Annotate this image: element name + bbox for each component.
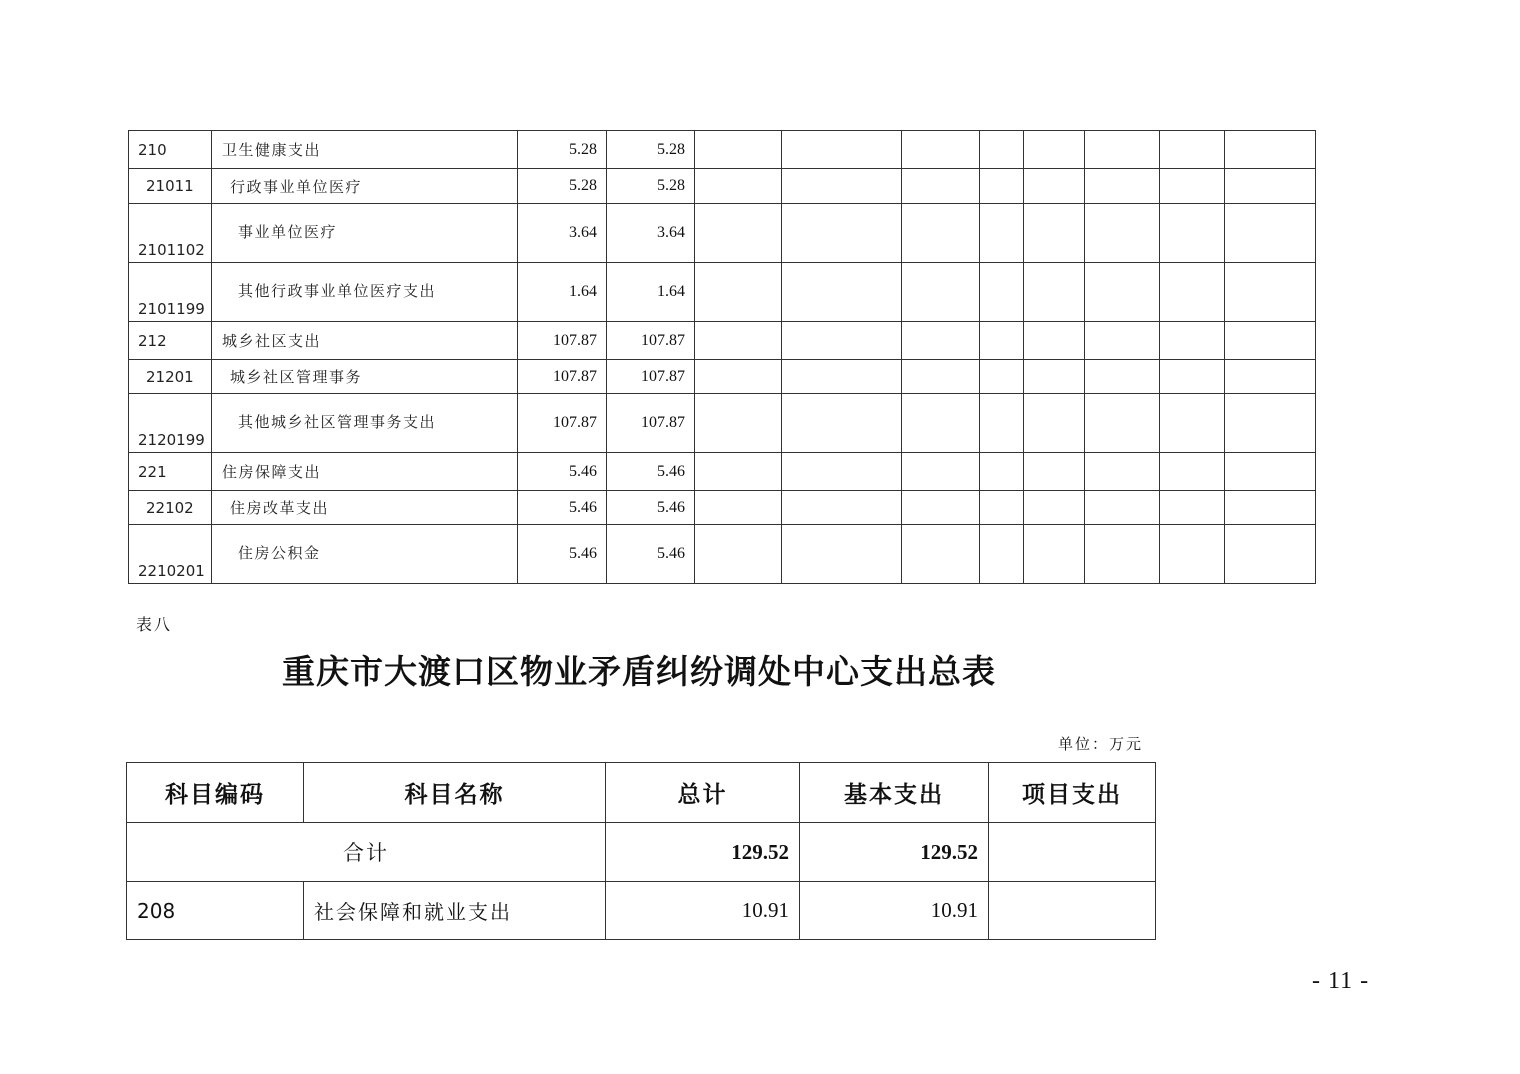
amount-cell: 5.46 [607, 525, 695, 584]
empty-cell [782, 360, 902, 394]
subject-name: 住房公积金 [212, 525, 518, 584]
table-row [129, 360, 1316, 394]
amount-cell: 5.46 [607, 491, 695, 525]
amount-cell: 107.87 [518, 360, 607, 394]
subject-code: 21201 [129, 360, 212, 394]
amount-cell: 3.64 [518, 204, 607, 263]
subject-code: 221 [129, 453, 212, 491]
table-row [129, 525, 1316, 584]
amount-cell: 1.64 [518, 263, 607, 322]
amount-cell: 1.64 [607, 263, 695, 322]
subject-name: 城乡社区管理事务 [212, 360, 518, 394]
amount-cell: 107.87 [518, 394, 607, 453]
empty-cell [1085, 525, 1160, 584]
empty-cell [1160, 491, 1225, 525]
empty-cell [902, 263, 980, 322]
empty-cell [1024, 169, 1085, 204]
empty-cell [1024, 453, 1085, 491]
subject-name: 社会保障和就业支出 [304, 882, 606, 940]
table-row [129, 263, 1316, 322]
page-number: - 11 - [1312, 968, 1370, 994]
empty-cell [1160, 360, 1225, 394]
total-amount: 129.52 [606, 823, 800, 882]
amount-cell: 5.46 [607, 453, 695, 491]
amount-cell: 107.87 [607, 322, 695, 360]
empty-cell [782, 169, 902, 204]
continued-expenditure-table [128, 130, 1316, 584]
empty-cell [1160, 525, 1225, 584]
table-row [129, 322, 1316, 360]
amount-cell: 107.87 [607, 394, 695, 453]
empty-cell [1225, 360, 1316, 394]
empty-cell [695, 394, 782, 453]
empty-cell [902, 131, 980, 169]
table-row [129, 491, 1316, 525]
empty-cell [1160, 204, 1225, 263]
empty-cell [902, 525, 980, 584]
empty-cell [782, 263, 902, 322]
column-header-name: 科目名称 [304, 763, 606, 823]
amount-cell: 107.87 [518, 322, 607, 360]
basic-amount: 129.52 [800, 823, 989, 882]
empty-cell [1085, 491, 1160, 525]
subject-name: 城乡社区支出 [212, 322, 518, 360]
empty-cell [980, 360, 1024, 394]
empty-cell [1225, 131, 1316, 169]
empty-cell [1085, 453, 1160, 491]
column-header-project: 项目支出 [989, 763, 1156, 823]
subject-code: 2101199 [129, 263, 212, 322]
empty-cell [1160, 322, 1225, 360]
empty-cell [980, 131, 1024, 169]
empty-cell [782, 131, 902, 169]
empty-cell [1085, 360, 1160, 394]
empty-cell [1085, 131, 1160, 169]
subject-name: 事业单位医疗 [212, 204, 518, 263]
empty-cell [1160, 394, 1225, 453]
page-title: 重庆市大渡口区物业矛盾纠纷调处中心支出总表 [282, 652, 996, 691]
subject-name: 住房保障支出 [212, 453, 518, 491]
table-row [127, 882, 1156, 940]
empty-cell [1085, 263, 1160, 322]
empty-cell [1085, 322, 1160, 360]
amount-cell: 5.28 [607, 131, 695, 169]
subject-name: 卫生健康支出 [212, 131, 518, 169]
amount-cell: 5.46 [518, 525, 607, 584]
subject-name: 其他行政事业单位医疗支出 [212, 263, 518, 322]
empty-cell [902, 394, 980, 453]
empty-cell [1225, 491, 1316, 525]
empty-cell [1225, 453, 1316, 491]
project-amount [989, 882, 1156, 940]
empty-cell [1024, 204, 1085, 263]
empty-cell [902, 204, 980, 263]
subject-code: 2210201 [129, 525, 212, 584]
empty-cell [1225, 169, 1316, 204]
empty-cell [695, 131, 782, 169]
empty-cell [980, 204, 1024, 263]
table-row [129, 394, 1316, 453]
subject-name: 住房改革支出 [212, 491, 518, 525]
empty-cell [782, 491, 902, 525]
table-row [129, 453, 1316, 491]
empty-cell [1160, 263, 1225, 322]
table-row [129, 204, 1316, 263]
subject-code: 208 [127, 882, 304, 940]
empty-cell [782, 204, 902, 263]
project-amount [989, 823, 1156, 882]
empty-cell [1024, 360, 1085, 394]
amount-cell: 5.46 [518, 453, 607, 491]
empty-cell [1085, 204, 1160, 263]
empty-cell [1225, 263, 1316, 322]
amount-cell: 5.28 [607, 169, 695, 204]
empty-cell [695, 322, 782, 360]
empty-cell [902, 169, 980, 204]
empty-cell [980, 491, 1024, 525]
empty-cell [1024, 322, 1085, 360]
empty-cell [1024, 394, 1085, 453]
empty-cell [1160, 131, 1225, 169]
empty-cell [1024, 131, 1085, 169]
empty-cell [695, 204, 782, 263]
empty-cell [1160, 169, 1225, 204]
subject-code: 2101102 [129, 204, 212, 263]
column-header-basic: 基本支出 [800, 763, 989, 823]
amount-cell: 5.28 [518, 169, 607, 204]
empty-cell [902, 360, 980, 394]
total-amount: 10.91 [606, 882, 800, 940]
empty-cell [1225, 525, 1316, 584]
empty-cell [980, 453, 1024, 491]
table-row [129, 169, 1316, 204]
empty-cell [782, 453, 902, 491]
empty-cell [1225, 322, 1316, 360]
subject-code: 212 [129, 322, 212, 360]
empty-cell [902, 491, 980, 525]
empty-cell [695, 453, 782, 491]
amount-cell: 107.87 [607, 360, 695, 394]
empty-cell [1024, 263, 1085, 322]
table-number-label: 表八 [136, 615, 173, 634]
column-header-code: 科目编码 [127, 763, 304, 823]
empty-cell [980, 322, 1024, 360]
empty-cell [1225, 394, 1316, 453]
empty-cell [695, 491, 782, 525]
total-row [127, 823, 1156, 882]
empty-cell [695, 263, 782, 322]
subject-code: 210 [129, 131, 212, 169]
empty-cell [1024, 491, 1085, 525]
table-row [129, 131, 1316, 169]
subject-name: 其他城乡社区管理事务支出 [212, 394, 518, 453]
empty-cell [1085, 169, 1160, 204]
empty-cell [695, 360, 782, 394]
empty-cell [980, 525, 1024, 584]
subject-code: 2120199 [129, 394, 212, 453]
empty-cell [695, 169, 782, 204]
empty-cell [695, 525, 782, 584]
empty-cell [902, 322, 980, 360]
amount-cell: 5.46 [518, 491, 607, 525]
empty-cell [1085, 394, 1160, 453]
total-label: 合计 [127, 823, 606, 882]
expenditure-summary-table [126, 762, 1156, 940]
table-header-row [127, 763, 1156, 823]
empty-cell [980, 394, 1024, 453]
empty-cell [1024, 525, 1085, 584]
empty-cell [902, 453, 980, 491]
subject-name: 行政事业单位医疗 [212, 169, 518, 204]
basic-amount: 10.91 [800, 882, 989, 940]
empty-cell [1225, 204, 1316, 263]
subject-code: 21011 [129, 169, 212, 204]
amount-cell: 5.28 [518, 131, 607, 169]
unit-label: 单位：万元 [1058, 735, 1144, 753]
empty-cell [782, 394, 902, 453]
column-header-total: 总计 [606, 763, 800, 823]
subject-code: 22102 [129, 491, 212, 525]
empty-cell [782, 322, 902, 360]
empty-cell [980, 169, 1024, 204]
empty-cell [782, 525, 902, 584]
amount-cell: 3.64 [607, 204, 695, 263]
empty-cell [1160, 453, 1225, 491]
empty-cell [980, 263, 1024, 322]
